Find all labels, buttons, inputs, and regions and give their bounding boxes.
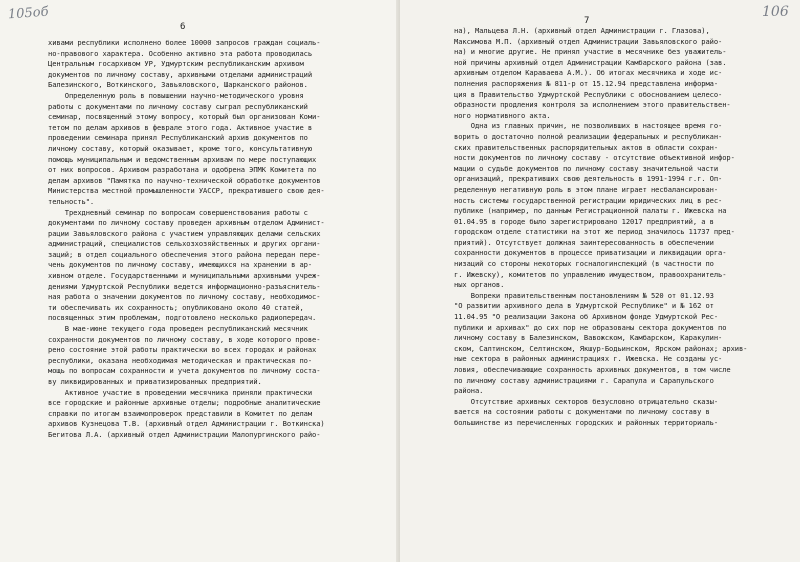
text-line: помощь муниципальным и ведомственным архивам по мере поступающих <box>48 154 317 164</box>
left-page-text <box>48 38 393 441</box>
text-line: большинстве из перечисленных городских и районных территориаль- <box>454 417 719 427</box>
page-number-left: 6 <box>180 22 186 32</box>
text-line: администраций, специалистов сельхозхозяйственных и других органи- <box>48 239 321 249</box>
text-line: документами по личному составу проведен архивным отделом Админист- <box>48 218 325 228</box>
text-line: рации Завьяловского района с участием управляющих делами сельских <box>48 228 321 238</box>
text-line: района. <box>454 386 484 396</box>
text-line: все городские и районные архивные отделы; подробные аналитические <box>48 398 321 408</box>
text-line: но-правового характера. Особенно активно эта работа проводилась <box>48 48 313 58</box>
text-line: г. Ижевску), комитетов по управлению имуществом, правоохранитель- <box>454 269 727 279</box>
text-line: тельность". <box>48 196 95 206</box>
page-number-right: 7 <box>584 16 590 26</box>
text-line: "О развитии архивного дела в Удмуртской Республике" и № 162 от <box>454 301 714 311</box>
text-line: справки по итогам взаимопроверок представили в Комитет по делам <box>48 408 313 418</box>
text-line: приятий). Отсутствует должная заинтересованность в обеспечении <box>454 237 714 247</box>
text-line: Активное участие в проведении месячника приняли практически <box>48 387 313 397</box>
text-line: сохранности документов по личному составу, в ходе которого прове- <box>48 334 321 344</box>
text-line: Трехдневный семинар по вопросам совершенствования работы с <box>48 207 308 217</box>
text-line: Определенную роль в повышении научно-методического уровня <box>48 90 304 100</box>
text-line: Балезинского, Воткинского, Завьяловского, Шарканского районов. <box>48 80 308 90</box>
text-line: архивным отделом Караваева А.М.). Об итогах месячника и ходе ис- <box>454 68 723 78</box>
text-line: на), Мальцева Л.Н. (архивный отдел Администрации г. Глазова), <box>454 26 710 35</box>
text-line: публике (например, по данным Регистрационной палаты г. Ижевска на <box>454 206 727 216</box>
text-line: Бегитова Л.А. (архивный отдел Администрации Малопургинского райо- <box>48 429 321 439</box>
text-line: хивном отделе. Государственными и муниципальными архивными учреж- <box>48 271 321 281</box>
text-line: Отсутствие архивных секторов безусловно отрицательно сказы- <box>454 396 719 406</box>
text-line: делам архивов "Памятка по научно-технической обработке документов <box>48 175 321 185</box>
text-line: работы с документами по личному составу сыграл республиканский <box>48 101 308 111</box>
text-line: заций; в отдел социального обеспечения этого района передан пере- <box>48 249 321 259</box>
text-line: личному составу в Балезинском, Вавожском, Камбарском, Каракулин- <box>454 333 723 343</box>
text-line: 01.04.95 в городе было зарегистрировано 12017 предприятий, а в <box>454 216 714 226</box>
text-line: вается на состоянии работы с документами по личному составу в <box>454 407 710 417</box>
text-line: ных органов. <box>454 280 505 290</box>
text-line: ные сектора в районных администрациях г. Ижевска. Не созданы ус- <box>454 354 723 364</box>
text-line: ворить о достаточно полной реализации федеральных и республикан- <box>454 131 723 141</box>
text-line: проведении семинара принял Республиканский архив документов по <box>48 133 308 143</box>
text-line: Министерства местной промышленности УАССР, прекратившего свою дея- <box>48 186 325 196</box>
handwritten-folio-right: 106 <box>762 4 789 20</box>
text-line: ция в Правительство Удмуртской Республики с обоснованием целесо- <box>454 89 723 99</box>
text-line: ределенную негативную роль в этом плане играет несбалансирован- <box>454 184 719 194</box>
text-line: архивов Кузнецова Т.В. (архивный отдел Администрации г. Воткинска) <box>48 419 325 429</box>
text-line: ности документов по личному составу - отсутствие объективной инфор- <box>454 153 735 163</box>
text-line: полнения распоряжения № 811-р от 15.12.94 представлена информа- <box>454 78 719 88</box>
right-page <box>400 0 800 562</box>
text-line: ском, Салтинском, Селтинском, Якшур-Бодьинском, Ярском районах; архив- <box>454 343 748 353</box>
text-line: ских правительственных распорядительных актов в области сохран- <box>454 142 719 152</box>
text-line: организаций, прекративших свою деятельность в 1991-1994 г.г. Оп- <box>454 174 723 184</box>
text-line: дениями Удмуртской Республики ведется информационно-разъяснитель- <box>48 281 321 291</box>
text-line: Центральным госархивом УР, Удмуртским республиканским архивом <box>48 59 304 69</box>
text-line: рено состояние этой работы практически во всех городах и районах <box>48 345 317 355</box>
text-line: семинар, посвященный этому вопросу, который был организован Коми- <box>48 112 321 122</box>
text-line: на) и многие другие. Не принял участие в месячнике без уважитель- <box>454 47 727 57</box>
text-line: хивами республики исполнено более 10000 запросов граждан социаль- <box>48 38 321 47</box>
text-line: от них вопросов. Архивом разработана и одобрена ЭПМК Комитета по <box>48 165 317 175</box>
text-line: Максимова М.П. (архивный отдел Администрации Завьяловского райо- <box>454 36 723 46</box>
text-line: республики, оказана необходимая методическая и практическая по- <box>48 355 313 365</box>
text-line: городском отделе статистики на этот же период значилось 11737 пред- <box>454 227 735 237</box>
text-line: низаций со стороны некоторых госналогинспекций (в частности по <box>454 259 714 269</box>
text-line: Вопреки правительственным постановлениям № 520 от 01.12.93 <box>454 290 714 300</box>
text-line: Одна из главных причин, не позволивших в настоящее время го- <box>454 121 723 131</box>
text-line: посвященных этим проблемам, подготовлено несколько радиопередач. <box>48 313 317 323</box>
text-line: ной причины архивный отдел Администрации Камбарского района (зав. <box>454 57 727 67</box>
text-line: мощь по вопросам сохранности и учета документов по личному соста- <box>48 366 321 376</box>
text-line: публики и архивах" до сих пор не образованы сектора документов по <box>454 322 727 332</box>
text-line: мации о судьбе документов по личному составу значительной части <box>454 163 719 173</box>
text-line: образности продления контроля за исполнением этого правительствен- <box>454 100 731 110</box>
text-line: тетом по делам архивов в феврале этого года. Активное участие в <box>48 122 313 132</box>
text-line: документов по личному составу, архивными отделами администраций <box>48 69 313 79</box>
text-line: В мае-июне текущего года проведен республиканский месячник <box>48 324 308 334</box>
text-line: ти обеспечивать их сохранность; опубликовано около 40 статей, <box>48 302 304 312</box>
right-page-text <box>454 26 794 429</box>
text-line: ная работа о значении документов по личному составу, необходимос- <box>48 292 321 302</box>
text-line: ву ликвидированных и приватизированных предприятий. <box>48 377 262 386</box>
text-line: по личному составу администрациями г. Сарапула и Сарапульского <box>454 375 714 385</box>
text-line: 11.04.95 "О реализации Закона об Архивном фонде Удмуртской Рес- <box>454 312 719 322</box>
text-line: личному составу, который оказывает, кроме того, консультативную <box>48 143 313 153</box>
text-line: ловия, обеспечивающие сохранность архивных документов, в том числе <box>454 365 731 374</box>
text-line: ность системы государственной регистрации юридических лиц в рес- <box>454 195 723 205</box>
text-line: сохранности документов в процессе приватизации и ликвидации орга- <box>454 248 727 258</box>
handwritten-folio-left: 105об <box>7 4 50 23</box>
text-line: чень документов по личному составу, имеющихся на хранении в ар- <box>48 260 313 270</box>
text-line: ного нормативного акта. <box>454 110 551 120</box>
